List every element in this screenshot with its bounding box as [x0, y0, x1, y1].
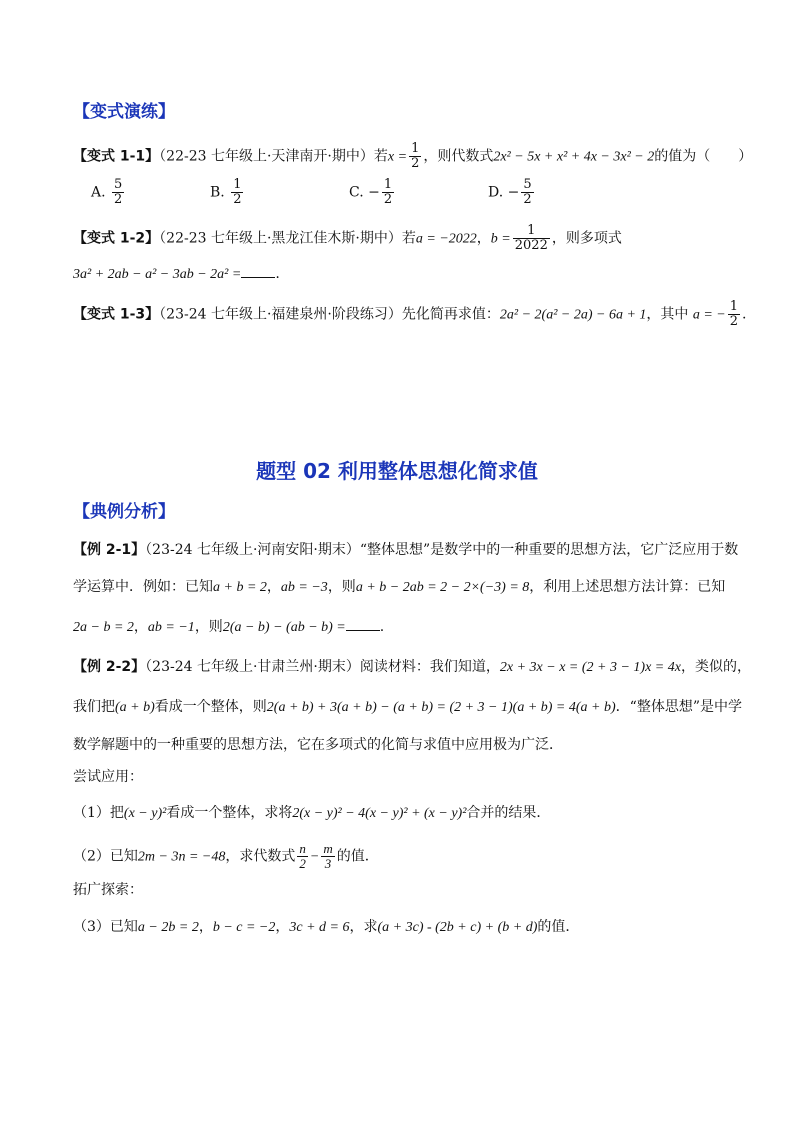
question-example-2-1-line2 — [73, 578, 725, 597]
question-text: . — [379, 619, 385, 635]
question-example-2-2 — [73, 658, 751, 677]
question-text: ，则 — [194, 619, 223, 635]
question-text: . — [275, 266, 280, 282]
question-text: “整体思想”是数学中的一种重要的思想方法，它广泛应用于数 — [359, 542, 739, 558]
math-var: a = − — [692, 307, 726, 323]
fraction — [382, 178, 394, 207]
question-text: . — [742, 306, 747, 323]
fraction — [112, 178, 124, 207]
question-label: 【例 2-1】 — [73, 542, 146, 558]
option-a[interactable] — [91, 178, 126, 207]
math-var: b = — [490, 231, 511, 247]
question-text: ， — [198, 919, 213, 935]
fraction-numerator: 5 — [523, 177, 532, 192]
option-letter: A. — [91, 184, 106, 201]
fraction-numerator: n — [299, 841, 306, 856]
question-text: （2）已知 — [73, 848, 138, 865]
math-expression: 2a² − 2(a² − 2a) − 6a + 1 — [499, 307, 647, 323]
question-text: 的值． — [336, 848, 379, 865]
question-text: 看成一个整体，求将 — [166, 805, 293, 821]
question-label: 【变式 1-2】 — [73, 230, 160, 247]
question-source: （22-23 七年级上·天津南开·期中） — [159, 148, 374, 165]
question-text: ， — [266, 579, 281, 595]
question-label: 【例 2-2】 — [73, 659, 146, 675]
fraction — [728, 300, 740, 329]
question-text: ，则多项式 — [551, 230, 622, 247]
math-operator: − — [309, 849, 320, 865]
question-variant-1-2-line2 — [73, 265, 280, 284]
question-text: 学运算中．例如：已知 — [73, 579, 213, 595]
option-sign: − — [507, 184, 520, 201]
option-letter: C. — [349, 184, 364, 201]
fraction-denominator: 2 — [729, 314, 739, 329]
math-expression: 2(a − b) − (ab − b) = — [222, 620, 346, 635]
question-source: （22-23 七年级上·黑龙江佳木斯·期中） — [159, 230, 402, 247]
math-expression: b − c = −2 — [212, 920, 276, 935]
question-variant-1-3 — [73, 300, 747, 329]
page-title: 题型 02 利用整体思想化简求值 — [256, 459, 538, 483]
answer-blank[interactable] — [241, 265, 275, 278]
question-text: 若 — [373, 148, 388, 165]
question-text: ， — [476, 230, 491, 247]
question-text: ．“整体思想”是中学 — [615, 699, 742, 715]
fraction-numerator: 1 — [513, 224, 550, 239]
math-expression: ab = −3 — [280, 580, 328, 595]
question-example-2-1 — [73, 541, 738, 559]
sub-question-3 — [73, 918, 579, 937]
math-expression: 2a − b = 2 — [73, 620, 134, 635]
math-expression: a + b − 2ab = 2 − 2×(−3) = 8 — [355, 580, 530, 595]
math-expression: 3a² + 2ab − a² − 3ab − 2a² = — [73, 267, 242, 282]
try-application-label: 尝试应用： — [73, 769, 143, 785]
fraction — [409, 142, 421, 171]
fraction-numerator: m — [323, 841, 333, 856]
question-text: （1）把 — [73, 805, 124, 821]
fraction-denominator: 2 — [114, 192, 123, 207]
question-variant-1-2 — [73, 224, 622, 253]
fraction — [231, 178, 243, 207]
math-expression: 2x² − 5x + x² + 4x − 3x² − 2 — [493, 149, 655, 165]
fraction-denominator: 2 — [299, 856, 306, 871]
option-letter: D. — [488, 184, 504, 201]
math-expression: 2(x − y)² − 4(x − y)² + (x − y)² — [292, 806, 467, 821]
section-heading-variant-practice: 【变式演练】 — [73, 102, 175, 122]
question-text: 合并的结果． — [466, 805, 551, 821]
question-text: ，求 — [349, 919, 378, 935]
fraction — [513, 224, 550, 253]
extension-exploration-label: 拓广探索： — [73, 882, 143, 898]
fraction-denominator: 2 — [383, 192, 393, 207]
question-text: 若 — [401, 230, 416, 247]
math-expression: 2(a + b) + 3(a + b) − (a + b) = (2 + 3 − 1)(a + b) = 4(a + b) — [266, 700, 616, 715]
question-text: ，则代数式 — [423, 148, 494, 165]
question-source: （23-24 七年级上·福建泉州·阶段练习） — [159, 306, 402, 323]
question-text: 先化简再求值： — [401, 306, 500, 323]
fraction-numerator: 1 — [233, 177, 242, 192]
math-expression: 3c + d = 6 — [289, 920, 350, 935]
question-variant-1-1 — [73, 142, 752, 171]
question-text: ，则 — [327, 579, 356, 595]
fraction-numerator: 1 — [729, 299, 739, 314]
option-sign: − — [368, 184, 380, 201]
section-heading-example-analysis: 【典例分析】 — [73, 502, 175, 522]
question-source: （23-24 七年级上·河南安阳·期末） — [145, 542, 360, 558]
math-expression: (a + b) — [115, 700, 155, 715]
question-text: ， — [133, 619, 148, 635]
question-text: 看成一个整体，则 — [154, 699, 267, 715]
fraction-denominator: 2 — [233, 192, 242, 207]
math-expression: 2x + 3x − x = (2 + 3 − 1)x = 4x — [499, 660, 681, 675]
fraction-denominator: 3 — [324, 856, 332, 871]
question-label: 【变式 1-3】 — [73, 306, 160, 323]
math-expression: a + b = 2 — [213, 580, 267, 595]
fraction — [521, 178, 533, 207]
option-d[interactable] — [488, 178, 536, 207]
math-var: x = — [387, 149, 408, 165]
question-text: ，其中 — [646, 306, 689, 323]
math-expression: (a + 3c) - (2b + c) + (b + d) — [377, 920, 538, 935]
sub-question-2 — [73, 842, 379, 871]
fraction-denominator: 2022 — [514, 238, 548, 253]
question-text: 我们把 — [73, 699, 115, 715]
question-text: 的值． — [537, 919, 580, 935]
question-text: （3）已知 — [73, 919, 138, 935]
question-label: 【变式 1-1】 — [73, 148, 160, 165]
question-text: ， — [275, 919, 290, 935]
option-c[interactable] — [349, 178, 396, 207]
math-expression: a = −2022 — [415, 231, 477, 247]
fraction — [297, 842, 308, 871]
question-text: ，类似的， — [680, 659, 751, 675]
question-source: （23-24 七年级上·甘肃兰州·期末） — [145, 659, 360, 675]
fraction-numerator: 5 — [114, 177, 123, 192]
question-text: 阅读材料：我们知道， — [359, 659, 500, 675]
question-text: 的值为（ ） — [654, 148, 753, 165]
fraction-denominator: 2 — [411, 156, 420, 171]
fraction — [321, 842, 334, 871]
question-example-2-2-line2 — [73, 698, 742, 717]
math-expression: (x − y)² — [123, 806, 167, 821]
answer-blank[interactable] — [346, 618, 380, 631]
question-text: ，求代数式 — [225, 848, 296, 865]
fraction-numerator: 1 — [411, 141, 420, 156]
math-expression: ab = −1 — [147, 620, 195, 635]
sub-question-1 — [73, 804, 550, 823]
fraction-numerator: 1 — [383, 177, 393, 192]
question-example-2-1-line3 — [73, 618, 384, 637]
fraction-denominator: 2 — [523, 192, 532, 207]
option-b[interactable] — [210, 178, 245, 207]
math-expression: a − 2b = 2 — [137, 920, 199, 935]
question-text: ，利用上述思想方法计算：已知 — [529, 579, 726, 595]
math-expression: 2m − 3n = −48 — [137, 849, 226, 865]
question-example-2-2-line3: 数学解题中的一种重要的思想方法，它在多项式的化简与求值中应用极为广泛． — [73, 737, 563, 753]
option-letter: B. — [210, 184, 225, 201]
